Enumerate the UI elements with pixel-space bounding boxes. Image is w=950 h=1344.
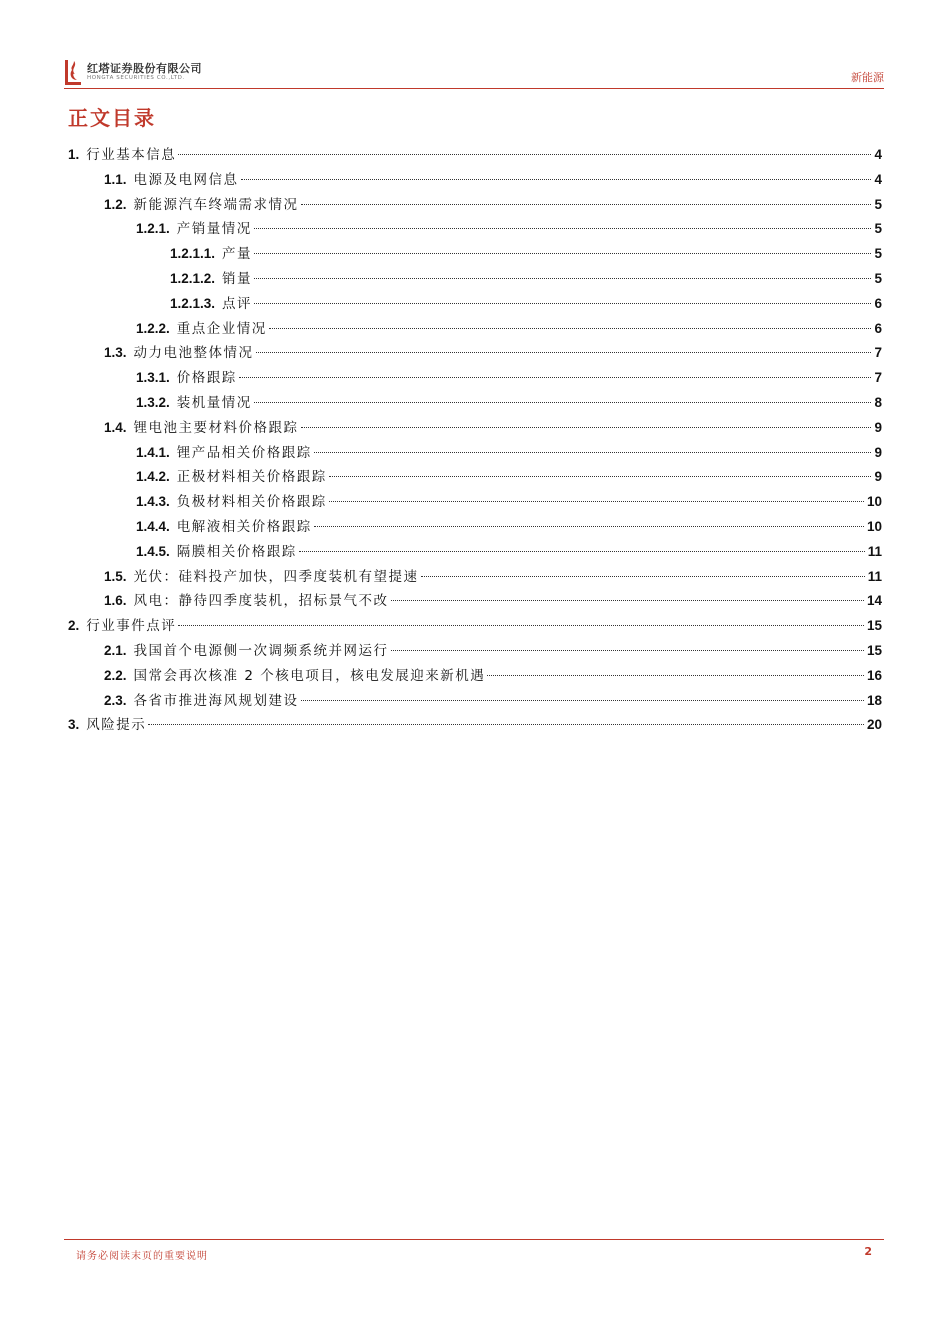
toc-entry-number: 1.2.1.1. — [170, 246, 216, 262]
toc-entry-page: 4 — [874, 171, 882, 187]
toc-leader-dots — [254, 278, 871, 279]
report-section-label: 新能源 — [851, 71, 884, 84]
toc-entry-title: 国常会再次核准 2 个核电项目，核电发展迎来新机遇 — [133, 667, 486, 684]
toc-title: 正文目录 — [68, 106, 156, 130]
toc-entry-page: 15 — [866, 642, 882, 658]
toc-entry-title: 光伏：硅料投产加快，四季度装机有望提速 — [133, 568, 419, 585]
toc-leader-dots — [254, 402, 872, 403]
toc-entry-number: 1.2.1. — [136, 221, 170, 237]
toc-entry-title: 行业事件点评 — [86, 618, 177, 635]
toc-entry-number: 1.5. — [104, 568, 127, 584]
toc-entry-page: 5 — [874, 221, 882, 237]
toc-entry-title: 各省市推进海风规划建设 — [133, 692, 299, 709]
toc-entry-number: 2.2. — [104, 667, 127, 683]
toc-entry-number: 1.6. — [104, 593, 127, 609]
logo-company-name: 红塔证券股份有限公司 — [87, 62, 202, 75]
toc-entry[interactable] — [68, 441, 882, 466]
toc-leader-dots — [178, 154, 871, 155]
toc-entry-title: 隔膜相关价格跟踪 — [176, 543, 297, 560]
toc-entry[interactable] — [68, 366, 882, 391]
toc-entry-title: 销量 — [222, 270, 253, 287]
toc-entry[interactable] — [68, 416, 882, 441]
toc-entry-page: 10 — [866, 494, 882, 510]
page-number: 2 — [864, 1245, 872, 1258]
toc-entry[interactable] — [68, 267, 882, 292]
toc-entry-page: 7 — [874, 345, 882, 361]
toc-entry[interactable] — [68, 242, 882, 267]
toc-entry-number: 3. — [68, 717, 80, 733]
toc-entry-title: 新能源汽车终端需求情况 — [133, 196, 299, 213]
toc-leader-dots — [301, 204, 872, 205]
toc-leader-dots — [329, 476, 872, 477]
toc-entry-title: 装机量情况 — [176, 394, 252, 411]
toc-leader-dots — [301, 700, 864, 701]
toc-entry-number: 1.4.2. — [136, 469, 170, 485]
toc-leader-dots — [254, 303, 871, 304]
toc-entry-page: 7 — [874, 370, 882, 386]
toc-entry-page: 8 — [874, 394, 882, 410]
toc-leader-dots — [487, 675, 864, 676]
toc-entry[interactable] — [68, 490, 882, 515]
toc-entry-title: 重点企业情况 — [176, 320, 267, 337]
footer-disclaimer: 请务必阅读末页的重要说明 — [76, 1251, 208, 1262]
toc-leader-dots — [239, 377, 872, 378]
toc-entry-title: 点评 — [222, 295, 253, 312]
toc-entry-title: 锂产品相关价格跟踪 — [176, 444, 312, 461]
toc-leader-dots — [299, 551, 865, 552]
toc-entry[interactable] — [68, 193, 882, 218]
toc-entry-title: 动力电池整体情况 — [133, 345, 254, 362]
toc-leader-dots — [391, 600, 864, 601]
toc-entry[interactable] — [68, 217, 882, 242]
toc-entry-page: 9 — [874, 469, 882, 485]
toc-entry-page: 16 — [866, 667, 882, 683]
toc-entry-title: 产销量情况 — [176, 221, 252, 238]
toc-entry-page: 5 — [874, 196, 882, 212]
toc-leader-dots — [391, 650, 864, 651]
toc-leader-dots — [241, 179, 872, 180]
footer-divider — [64, 1239, 884, 1240]
toc-entry-title: 锂电池主要材料价格跟踪 — [133, 419, 299, 436]
toc-entry[interactable] — [68, 639, 882, 664]
toc-entry-number: 1.3.1. — [136, 370, 170, 386]
toc-entry-title: 电源及电网信息 — [133, 171, 239, 188]
toc-entry[interactable] — [68, 292, 882, 317]
toc-entry-number: 1.4.3. — [136, 494, 170, 510]
toc-entry[interactable] — [68, 391, 882, 416]
toc-entry-number: 1.2.1.3. — [170, 295, 216, 311]
toc-entry[interactable] — [68, 341, 882, 366]
page-header — [64, 58, 884, 90]
toc-entry-title: 价格跟踪 — [176, 370, 237, 387]
toc-entry-page: 15 — [866, 618, 882, 634]
toc-entry-number: 1.2. — [104, 196, 127, 212]
toc-leader-dots — [269, 328, 872, 329]
toc-entry-title: 产量 — [222, 246, 253, 263]
toc-entry-number: 2. — [68, 618, 80, 634]
toc-entry-page: 6 — [874, 295, 882, 311]
toc-entry[interactable] — [68, 465, 882, 490]
toc-entry-number: 2.1. — [104, 642, 127, 658]
toc-entry-title: 负极材料相关价格跟踪 — [176, 494, 327, 511]
company-logo — [64, 58, 202, 88]
toc-entry[interactable] — [68, 143, 882, 168]
toc-entry[interactable] — [68, 589, 882, 614]
toc-entry-page: 5 — [874, 270, 882, 286]
logo-company-name-en: HONGTA SECURITIES CO.,LTD. — [87, 75, 185, 81]
toc-entry-title: 电解液相关价格跟踪 — [176, 518, 312, 535]
toc-entry-number: 1.2.1.2. — [170, 270, 216, 286]
table-of-contents — [68, 143, 882, 738]
toc-entry[interactable] — [68, 614, 882, 639]
toc-entry-number: 2.3. — [104, 692, 127, 708]
toc-entry-page: 5 — [874, 246, 882, 262]
toc-entry[interactable] — [68, 168, 882, 193]
toc-entry[interactable] — [68, 713, 882, 738]
toc-entry-number: 1.4.5. — [136, 543, 170, 559]
toc-entry[interactable] — [68, 664, 882, 689]
toc-entry-title: 行业基本信息 — [86, 147, 177, 163]
toc-leader-dots — [178, 625, 864, 626]
toc-entry-number: 1.4.1. — [136, 444, 170, 460]
toc-entry-page: 11 — [867, 568, 882, 584]
toc-entry-title: 风电：静待四季度装机，招标景气不改 — [133, 593, 389, 610]
toc-entry-number: 1.2.2. — [136, 320, 170, 336]
toc-entry-page: 9 — [874, 444, 882, 460]
toc-leader-dots — [329, 501, 864, 502]
toc-leader-dots — [421, 576, 865, 577]
toc-leader-dots — [148, 724, 864, 725]
toc-entry-number: 1.4. — [104, 419, 127, 435]
toc-entry-page: 18 — [866, 692, 882, 708]
toc-leader-dots — [256, 352, 872, 353]
toc-entry-page: 14 — [866, 593, 882, 609]
toc-entry[interactable] — [68, 689, 882, 714]
toc-leader-dots — [314, 526, 864, 527]
toc-entry[interactable] — [68, 565, 882, 590]
toc-entry-number: 1.1. — [104, 171, 127, 187]
toc-entry[interactable] — [68, 317, 882, 342]
toc-entry-title: 正极材料相关价格跟踪 — [176, 469, 327, 486]
toc-leader-dots — [301, 427, 872, 428]
toc-entry[interactable] — [68, 540, 882, 565]
toc-entry-page: 6 — [874, 320, 882, 336]
toc-entry-title: 风险提示 — [86, 717, 147, 734]
hongta-flame-logo-icon — [64, 58, 84, 86]
toc-entry[interactable] — [68, 515, 882, 540]
toc-entry-title: 我国首个电源侧一次调频系统并网运行 — [133, 642, 389, 659]
toc-entry-page: 20 — [866, 717, 882, 733]
toc-leader-dots — [254, 253, 871, 254]
toc-entry-page: 9 — [874, 419, 882, 435]
toc-entry-number: 1.3.2. — [136, 394, 170, 410]
header-divider — [64, 88, 884, 89]
toc-entry-page: 4 — [874, 147, 882, 162]
toc-entry-page: 10 — [866, 518, 882, 534]
toc-entry-number: 1.4.4. — [136, 518, 170, 534]
toc-leader-dots — [314, 452, 872, 453]
toc-leader-dots — [254, 228, 872, 229]
toc-entry-page: 11 — [867, 543, 882, 559]
toc-entry-number: 1. — [68, 147, 80, 162]
toc-entry-number: 1.3. — [104, 345, 127, 361]
